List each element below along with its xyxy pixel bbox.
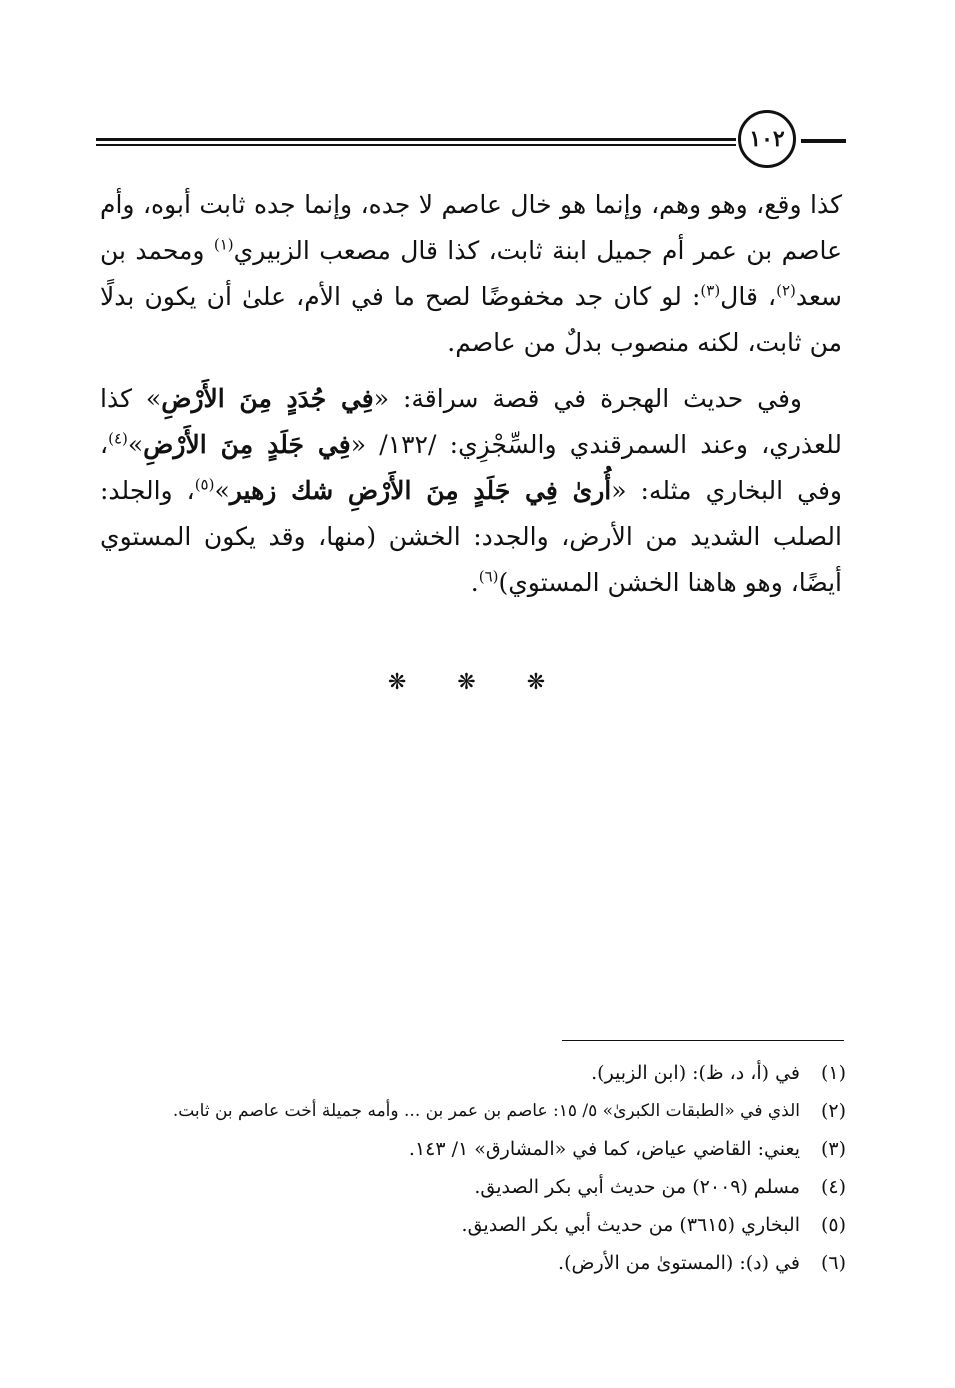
footnote-divider xyxy=(562,1040,844,1041)
footnote-text: البخاري (٣٦١٥) من حديث أبي بكر الصديق. xyxy=(461,1214,800,1236)
text-segment: ، والجلد: الصلب الشديد من الأرض، والجدد: الخشن (منها، وقد يكون المستوي أيضًا، وهو هاهنا الخشن المستوي) xyxy=(100,476,842,597)
text-segment: » xyxy=(214,476,230,505)
footnote-text: يعني: القاضي عياض، كما في «المشارق» ١/ ١٤٣. xyxy=(408,1138,800,1160)
hadith-quote: فِي جَلَدٍ مِنَ الأَرْضِ xyxy=(143,430,351,459)
header-rule-top xyxy=(96,138,736,141)
text-segment: . xyxy=(470,568,479,597)
footnote-number: (١) xyxy=(820,1062,846,1084)
footnote-text: في (د): (المستوىٰ من الأرض). xyxy=(558,1252,800,1274)
footnote-number: (٢) xyxy=(820,1100,846,1122)
footnote-item xyxy=(100,1168,846,1206)
text-segment: وفي حديث الهجرة في قصة سراقة: « xyxy=(373,384,803,413)
footnote-number: (٥) xyxy=(820,1214,846,1236)
section-separator: ❋ ❋ ❋ xyxy=(387,670,568,695)
footnote-ref: (٢) xyxy=(776,281,796,300)
footnote-item xyxy=(100,1130,846,1168)
footnote-ref: (٤) xyxy=(108,429,128,448)
hadith-quote: فِي جُدَدٍ مِنَ الأَرْضِ xyxy=(161,384,374,413)
footnote-number: (٣) xyxy=(820,1138,846,1160)
footnote-text: مسلم (٢٠٠٩) من حديث أبي بكر الصديق. xyxy=(474,1176,800,1198)
header-rule-right xyxy=(801,139,846,143)
text-segment: ، وفي البخاري مثله: « xyxy=(100,430,842,505)
footnote-ref: (١) xyxy=(213,235,234,254)
footnote-ref: (٥) xyxy=(194,475,215,494)
text-segment: : لو كان جد مخفوضًا لصح ما في الأم، علىٰ أن يكون بدلًا من ثابت، لكنه منصوب بدلٌ من عاصم. xyxy=(100,282,842,357)
footnote-item xyxy=(100,1244,846,1282)
footnote-text: الذي في «الطبقات الكبرىٰ» ٥/ ١٥: عاصم بن عمر بن ... وأمه جميلة أخت عاصم بن ثابت. xyxy=(172,1101,800,1121)
text-segment: » كذا للعذري، وعند السمرقندي والسِّجْزِي: /١٣٢/ « xyxy=(100,384,842,459)
page-header xyxy=(96,108,846,178)
text-segment: ومحمد بن سعد xyxy=(100,236,843,311)
text-segment: » xyxy=(127,430,144,459)
text-segment: كذا وقع، وهو وهم، وإنما هو خال عاصم لا جده، وإنما جده ثابت أبوه، وأم عاصم بن عمر أم جميل ابنة ثابت، كذا قال مصعب الزبيري xyxy=(100,190,843,265)
footnote-number: (٦) xyxy=(820,1252,846,1274)
footnote-item xyxy=(100,1092,846,1130)
footnote-item xyxy=(100,1206,846,1244)
footnotes xyxy=(100,1054,846,1282)
page-number: ١٠٢ xyxy=(738,110,796,168)
hadith-quote: أُرىٰ فِي جَلَدٍ مِنَ الأَرْضِ شك زهير xyxy=(229,476,612,505)
paragraph xyxy=(100,376,842,606)
footnote-item xyxy=(100,1054,846,1092)
footnote-text: في (أ، د، ظ): (ابن الزبير). xyxy=(591,1062,800,1084)
paragraph xyxy=(100,182,842,366)
text-segment: ، قال xyxy=(720,282,777,311)
footnote-ref: (٦) xyxy=(478,567,499,586)
footnote-number: (٤) xyxy=(820,1176,846,1198)
footnote-ref: (٣) xyxy=(700,281,721,300)
main-text xyxy=(100,182,842,616)
header-rule-bottom xyxy=(96,144,736,146)
